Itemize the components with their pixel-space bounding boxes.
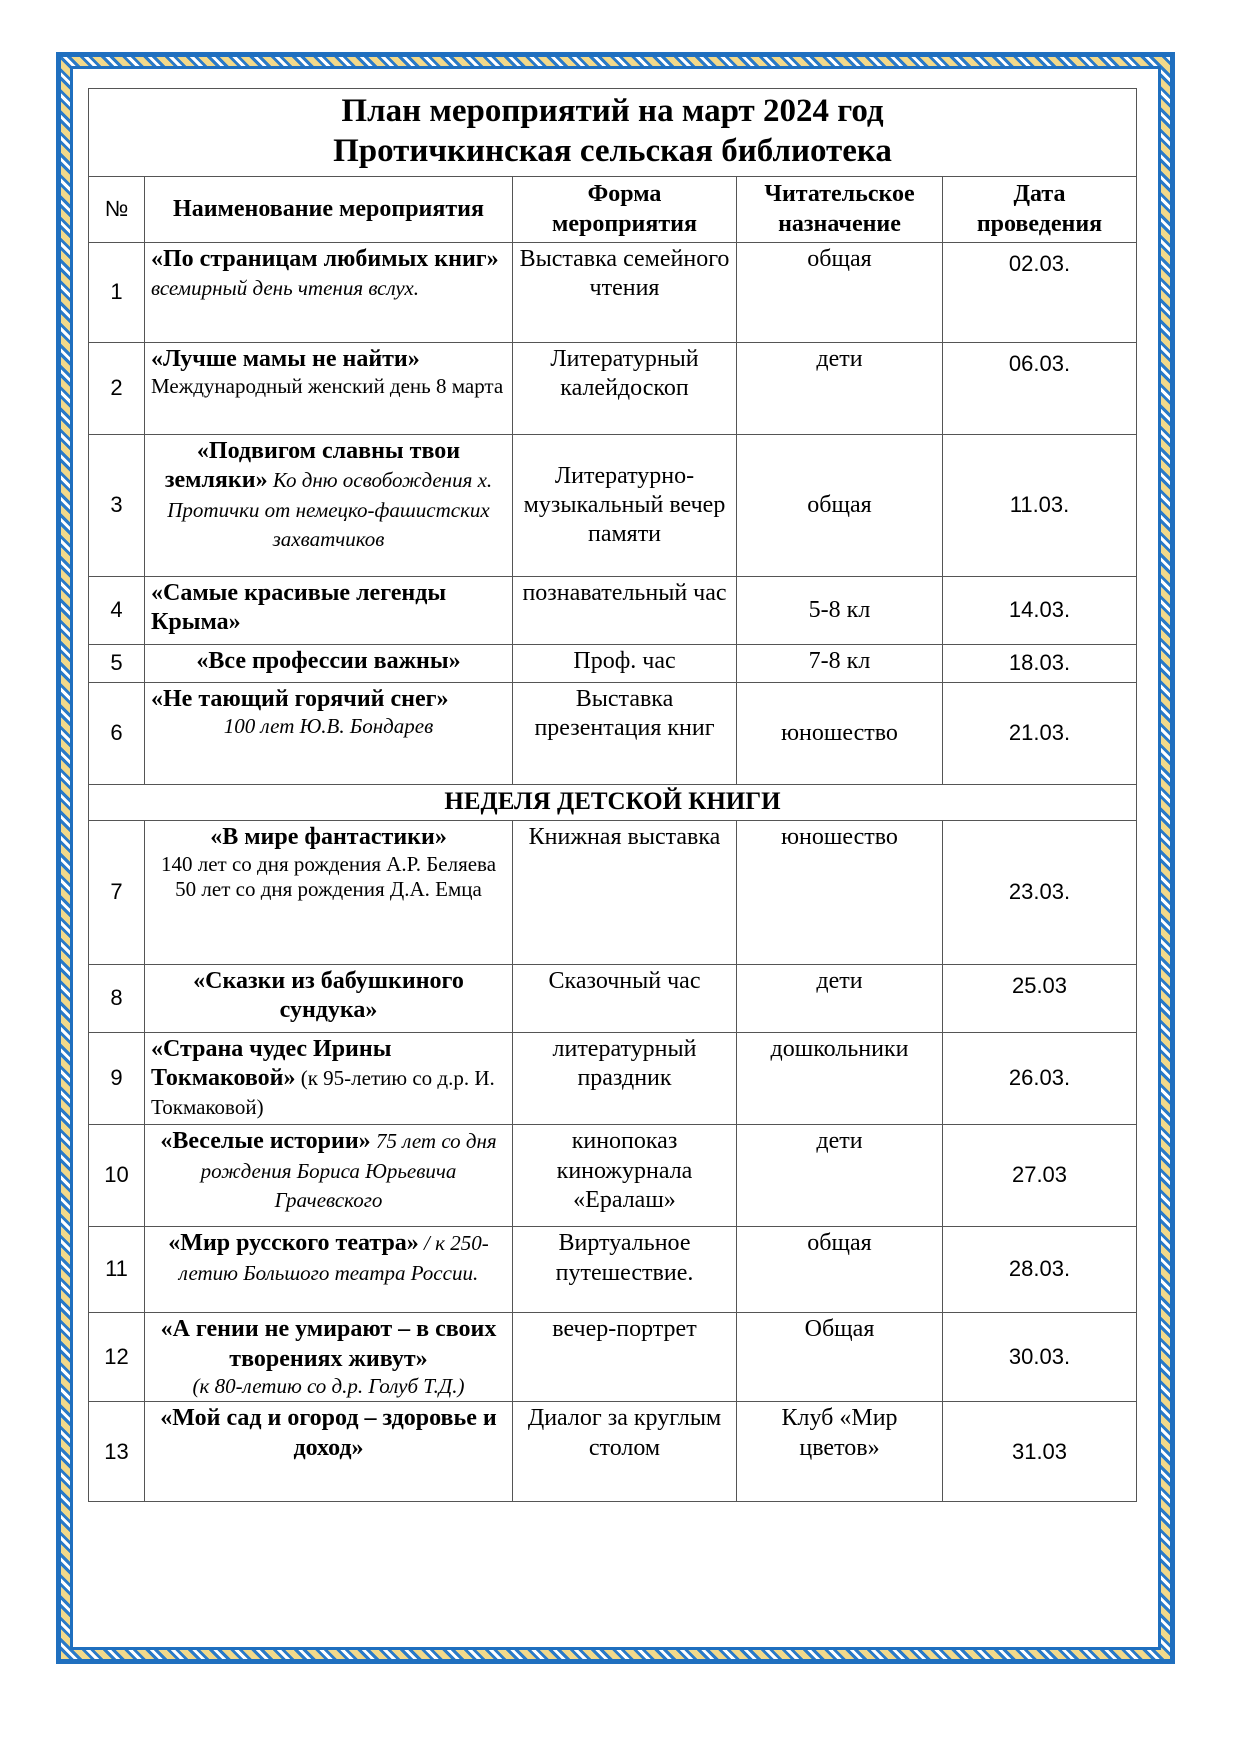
- event-form: познавательный час: [513, 577, 737, 645]
- table-header-row: [89, 177, 1137, 243]
- event-audience: юношество: [737, 820, 943, 964]
- event-title: «Не тающий горячий снег»: [151, 686, 449, 712]
- page-title: [89, 89, 1137, 177]
- event-note: (к 95-летию со д.р. И. Токмаковой): [151, 1065, 495, 1120]
- event-date: 21.03.: [943, 683, 1137, 785]
- event-note: Ко дню освобождения х. Протички от немецко-фашистских захватчиков: [167, 468, 493, 551]
- event-date: 18.03.: [943, 645, 1137, 683]
- event-title: «Подвигом славны твои земляки»: [164, 438, 461, 494]
- event-name: [145, 243, 513, 343]
- event-audience: юношество: [737, 683, 943, 785]
- row-number: 3: [89, 435, 145, 577]
- event-note: Международный женский день 8 марта: [151, 374, 504, 399]
- row-number: 1: [89, 243, 145, 343]
- event-name: [145, 435, 513, 577]
- event-form: Виртуальное путешествие.: [513, 1227, 737, 1313]
- event-date: 25.03: [943, 964, 1137, 1032]
- event-date: 27.03: [943, 1125, 1137, 1227]
- header-date: Дата проведения: [943, 177, 1137, 243]
- event-form: Проф. час: [513, 645, 737, 683]
- event-title: «Мой сад и огород – здоровье и доход»: [145, 1402, 513, 1502]
- header-audience: Читательское назначение: [737, 177, 943, 243]
- row-number: 2: [89, 343, 145, 435]
- event-form: Литературно-музыкальный вечер памяти: [513, 435, 737, 577]
- event-name: [145, 1313, 513, 1402]
- row-number: 8: [89, 964, 145, 1032]
- event-name: [145, 820, 513, 964]
- title-line-1: План мероприятий на март 2024 год: [341, 93, 884, 129]
- table-row: [89, 1227, 1137, 1313]
- header-name: Наименование мероприятия: [145, 177, 513, 243]
- event-date: 30.03.: [943, 1313, 1137, 1402]
- event-title: «Веселые истории»: [160, 1128, 371, 1155]
- event-form: Диалог за круглым столом: [513, 1402, 737, 1502]
- table-row: [89, 435, 1137, 577]
- table-row: [89, 1032, 1137, 1125]
- table-row: [89, 577, 1137, 645]
- event-form: Сказочный час: [513, 964, 737, 1032]
- event-audience: общая: [737, 243, 943, 343]
- events-table: [88, 88, 1137, 1502]
- table-row: [89, 820, 1137, 964]
- event-note: 140 лет со дня рождения А.Р. Беляева: [160, 851, 497, 876]
- table-row: [89, 343, 1137, 435]
- event-note: (к 80-летию со д.р. Голуб Т.Д.): [192, 1373, 465, 1398]
- event-note: всемирный день чтения вслух.: [151, 276, 419, 301]
- table-row: [89, 243, 1137, 343]
- event-name: [145, 1227, 513, 1313]
- event-name: [145, 1032, 513, 1125]
- table-row: [89, 964, 1137, 1032]
- event-date: 26.03.: [943, 1032, 1137, 1125]
- table-row: [89, 683, 1137, 785]
- event-date: 11.03.: [943, 435, 1137, 577]
- row-number: 6: [89, 683, 145, 785]
- row-number: 13: [89, 1402, 145, 1502]
- event-form: литературный праздник: [513, 1032, 737, 1125]
- table-row: [89, 645, 1137, 683]
- event-audience: Клуб «Мир цветов»: [737, 1402, 943, 1502]
- event-audience: дети: [737, 343, 943, 435]
- event-note: 75 лет со дня рождения Бориса Юрьевича Грачевского: [200, 1129, 497, 1212]
- event-title: «По страницам любимых книг»: [151, 246, 499, 272]
- row-number: 9: [89, 1032, 145, 1125]
- event-audience: общая: [737, 1227, 943, 1313]
- event-title: «Страна чудес Ирины Токмаковой»: [151, 1035, 392, 1091]
- event-form: Выставка презентация книг: [513, 683, 737, 785]
- event-date: 06.03.: [943, 343, 1137, 435]
- table-row: [89, 1402, 1137, 1502]
- event-audience: дети: [737, 1125, 943, 1227]
- event-audience: дети: [737, 964, 943, 1032]
- table-row: [89, 1125, 1137, 1227]
- table-row: [89, 1313, 1137, 1402]
- event-audience: общая: [737, 435, 943, 577]
- event-note-2: 50 лет со дня рождения Д.А. Емца: [175, 877, 482, 902]
- event-title: «Все профессии важны»: [145, 645, 513, 683]
- event-date: 02.03.: [943, 243, 1137, 343]
- event-title: «А гении не умирают – в своих творениях живут»: [160, 1316, 497, 1372]
- event-title: «Лучше мамы не найти»: [151, 346, 420, 372]
- event-title: «Самые красивые легенды Крыма»: [145, 577, 513, 645]
- event-name: [145, 683, 513, 785]
- event-note: / к 250-летию Большого театра России.: [178, 1231, 489, 1285]
- event-note: 100 лет Ю.В. Бондарев: [223, 714, 434, 739]
- row-number: 4: [89, 577, 145, 645]
- row-number: 5: [89, 645, 145, 683]
- event-audience: 5-8 кл: [737, 577, 943, 645]
- header-form: Форма мероприятия: [513, 177, 737, 243]
- event-audience: Общая: [737, 1313, 943, 1402]
- event-title: «Сказки из бабушкиного сундука»: [145, 964, 513, 1032]
- event-form: кинопоказ киножурнала «Ералаш»: [513, 1125, 737, 1227]
- event-date: 31.03: [943, 1402, 1137, 1502]
- header-num: №: [89, 177, 145, 243]
- event-name: [145, 343, 513, 435]
- event-form: Книжная выставка: [513, 820, 737, 964]
- row-number: 12: [89, 1313, 145, 1402]
- section-title: НЕДЕЛЯ ДЕТСКОЙ КНИГИ: [89, 785, 1137, 821]
- event-form: Литературный калейдоскоп: [513, 343, 737, 435]
- event-name: [145, 1125, 513, 1227]
- row-number: 10: [89, 1125, 145, 1227]
- event-form: Выставка семейного чтения: [513, 243, 737, 343]
- title-line-2: Протичкинская сельская библиотека: [333, 133, 892, 170]
- event-title: «Мир русского театра»: [168, 1230, 419, 1257]
- event-date: 23.03.: [943, 820, 1137, 964]
- event-date: 28.03.: [943, 1227, 1137, 1313]
- row-number: 11: [89, 1227, 145, 1313]
- event-audience: дошкольники: [737, 1032, 943, 1125]
- event-date: 14.03.: [943, 577, 1137, 645]
- event-title: «В мире фантастики»: [210, 823, 447, 850]
- event-audience: 7-8 кл: [737, 645, 943, 683]
- event-form: вечер-портрет: [513, 1313, 737, 1402]
- row-number: 7: [89, 820, 145, 964]
